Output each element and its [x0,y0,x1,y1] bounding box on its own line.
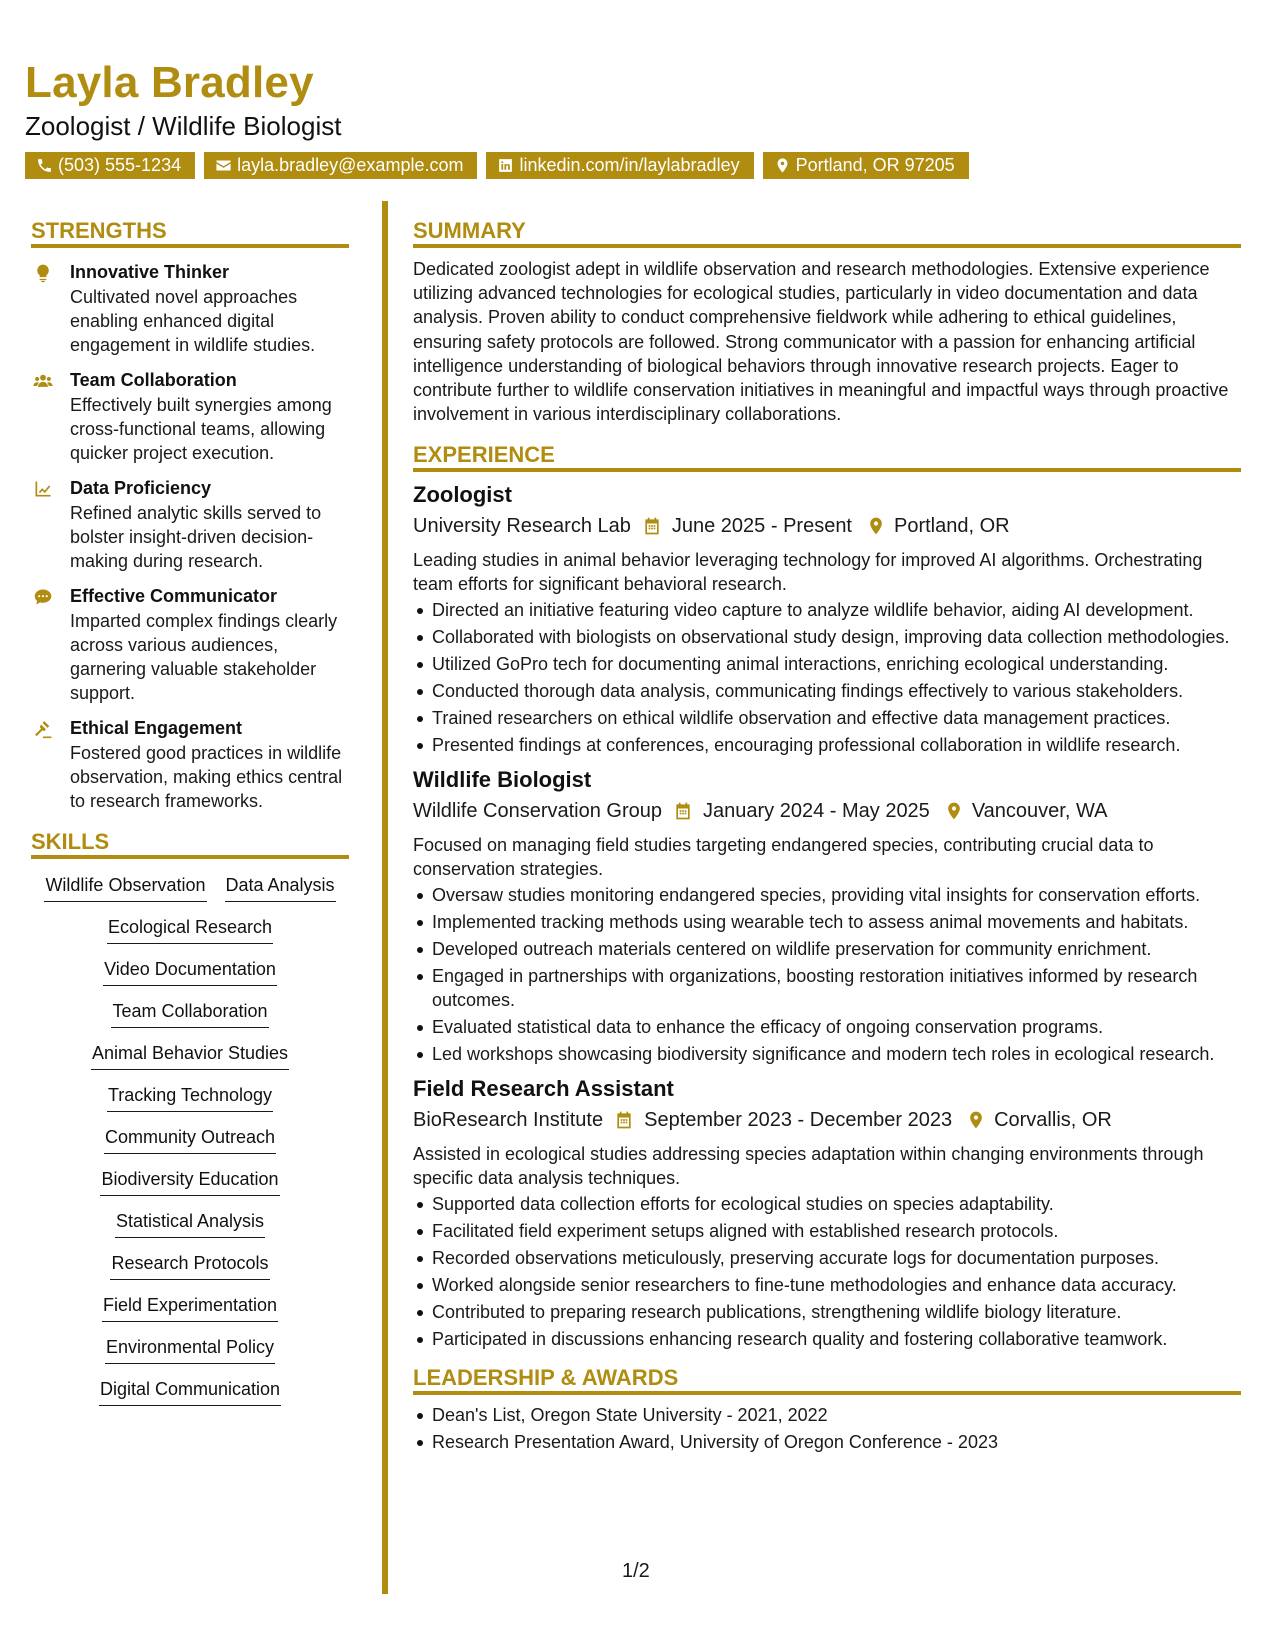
strength-item [31,368,349,465]
skill-tag: Field Experimentation [102,1293,278,1322]
job-description: Leading studies in animal behavior leveraging technology for improved AI algorithms. Orchestrating team efforts for significant behavioral research. [413,550,1203,595]
bullet-item: Implemented tracking methods using wearable tech to assess animal movements and habitats. [413,910,1241,934]
contact-phone[interactable] [25,152,195,179]
users-icon [33,371,53,391]
skill-tag: Tracking Technology [107,1083,273,1112]
skill-tag: Data Analysis [225,873,336,902]
contact-linkedin[interactable] [486,152,753,179]
job-bullets [413,883,1241,1066]
job-location: Portland, OR [894,515,1010,538]
left-column [31,216,349,1406]
job-company: University Research Lab [413,515,631,538]
job-location: Corvallis, OR [994,1109,1112,1132]
strength-desc: Imparted complex findings clearly across various audiences, garnering valuable stakeholder support. [70,611,338,703]
gavel-icon [33,719,53,739]
strengths-heading: STRENGTHS [31,216,349,248]
contact-email[interactable] [204,152,477,179]
skills-section [31,827,349,1406]
linkedin-icon [497,157,514,174]
strength-item [31,584,349,705]
job-bullets [413,598,1241,757]
job-meta [413,511,1241,541]
strength-desc: Refined analytic skills served to bolster insight-driven decision-making during research. [70,503,322,571]
bullet-item: Worked alongside senior researchers to fine-tune methodologies and enhance data accuracy. [413,1273,1241,1297]
envelope-icon [215,157,232,174]
job-title: Field Research Assistant [413,1076,674,1102]
skill-tag: Environmental Policy [105,1335,275,1364]
strength-desc: Cultivated novel approaches enabling enhanced digital engagement in wildlife studies. [70,287,316,355]
bullet-item: Directed an initiative featuring video capture to analyze wildlife behavior, aiding AI development. [413,598,1241,622]
experience-heading: EXPERIENCE [413,440,1241,472]
strength-desc: Effectively built synergies among cross-functional teams, allowing quicker project execution. [70,395,332,463]
calendar-icon [673,801,693,821]
awards-list [413,1403,1241,1454]
awards-heading: LEADERSHIP & AWARDS [413,1363,1241,1395]
skill-tag: Video Documentation [103,957,277,986]
skill-tag: Animal Behavior Studies [91,1041,289,1070]
job-bullets [413,1192,1241,1351]
job-dates: January 2024 - May 2025 [703,800,930,823]
skill-tag: Biodiversity Education [100,1167,279,1196]
strength-name: Team Collaboration [70,370,237,390]
phone-icon [36,157,53,174]
strength-name: Effective Communicator [70,586,278,606]
strength-name: Ethical Engagement [70,718,243,738]
calendar-icon [642,516,662,536]
linkedin-text: linkedin.com/in/laylabradley [519,155,740,175]
bullet-item: Facilitated field experiment setups aligned with established research protocols. [413,1219,1241,1243]
skill-tag: Community Outreach [104,1125,276,1154]
job-description: Assisted in ecological studies addressing species adaptation within changing environments through specific data analysis techniques. [413,1144,1204,1189]
skill-tag: Team Collaboration [111,999,268,1028]
job-title: Zoologist [413,482,512,508]
skill-tag: Wildlife Observation [44,873,206,902]
summary-heading: SUMMARY [413,216,1241,248]
award-item: Research Presentation Award, University of Oregon Conference - 2023 [413,1430,1241,1454]
job-company: Wildlife Conservation Group [413,800,662,823]
job-company: BioResearch Institute [413,1109,604,1132]
map-pin-icon [866,516,886,536]
strength-item [31,476,349,573]
summary-text: Dedicated zoologist adept in wildlife observation and research methodologies. Extensive experience utilizing advanced technologies for ecological studies, particularly in video documentation and data analysis. Proven ability to conduct comprehensive fieldwork while adhering to ethical guidelines, ensuring safety protocols are followed. Strong communicator with a passion for enhancing artificial intelligence understanding of biological behaviors through innovative research projects. Eager to contribute further to wildlife conservation initiatives in meaningful and impactful ways through proactive involvement in various interdisciplinary collaborations. [413,259,1229,425]
bullet-item: Contributed to preparing research publications, strengthening wildlife biology literature. [413,1300,1241,1324]
skill-tag: Statistical Analysis [115,1209,265,1238]
right-column [413,216,1241,1457]
bullet-item: Conducted thorough data analysis, communicating findings effectively to various stakeholders. [413,679,1241,703]
candidate-name: Layla Bradley [25,58,314,107]
skills-heading: SKILLS [31,827,349,859]
bullet-item: Developed outreach materials centered on wildlife preservation for community enrichment. [413,937,1241,961]
location-text: Portland, OR 97205 [795,155,955,175]
bullet-item: Evaluated statistical data to enhance the efficacy of ongoing conservation programs. [413,1015,1241,1039]
skill-tag: Research Protocols [110,1251,269,1280]
bullet-item: Oversaw studies monitoring endangered species, providing vital insights for conservation efforts. [413,883,1241,907]
email-text: layla.bradley@example.com [237,155,464,175]
bullet-item: Engaged in partnerships with organizations, boosting restoration initiatives informed by research outcomes. [413,964,1241,1012]
map-pin-icon [966,1110,986,1130]
strength-item [31,260,349,357]
page-number: 1/2 [622,1560,650,1582]
candidate-title: Zoologist / Wildlife Biologist [25,111,342,141]
job-entry [413,1074,1241,1351]
contact-location [763,152,969,179]
line-chart-icon [33,479,53,499]
awards-section [413,1363,1241,1454]
calendar-icon [614,1110,634,1130]
strength-item [31,716,349,813]
job-meta [413,796,1241,826]
bullet-item: Recorded observations meticulously, preserving accurate logs for documentation purposes. [413,1246,1241,1270]
map-pin-icon [944,801,964,821]
strengths-list [31,260,349,813]
bullet-item: Supported data collection efforts for ecological studies on species adaptability. [413,1192,1241,1216]
lightbulb-icon [33,263,53,283]
column-divider [382,201,388,1594]
award-item: Dean's List, Oregon State University - 2021, 2022 [413,1403,1241,1427]
strength-desc: Fostered good practices in wildlife observation, making ethics central to research frameworks. [70,743,343,811]
skills-list [31,873,349,1406]
job-dates: September 2023 - December 2023 [644,1109,953,1132]
contact-bar [25,152,969,179]
job-location: Vancouver, WA [971,800,1108,823]
skill-tag: Ecological Research [107,915,273,944]
bullet-item: Presented findings at conferences, encouraging professional collaboration in wildlife research. [413,733,1241,757]
bullet-item: Led workshops showcasing biodiversity significance and modern tech roles in ecological research. [413,1042,1241,1066]
experience-section [413,440,1241,1351]
phone-text: (503) 555-1234 [58,155,182,175]
bullet-item: Collaborated with biologists on observational study design, improving data collection methodologies. [413,625,1241,649]
strength-name: Innovative Thinker [70,262,230,282]
map-pin-icon [774,157,791,174]
job-meta [413,1105,1241,1135]
job-dates: June 2025 - Present [671,515,852,538]
job-entry [413,480,1241,757]
job-title: Wildlife Biologist [413,767,592,793]
bullet-item: Utilized GoPro tech for documenting animal interactions, enriching ecological understanding. [413,652,1241,676]
bullet-item: Trained researchers on ethical wildlife observation and effective data management practices. [413,706,1241,730]
strength-name: Data Proficiency [70,478,212,498]
speech-bubble-icon [33,587,53,607]
job-description: Focused on managing field studies targeting endangered species, contributing crucial data to conservation strategies. [413,835,1154,880]
job-entry [413,765,1241,1066]
skill-tag: Digital Communication [99,1377,281,1406]
bullet-item: Participated in discussions enhancing research quality and fostering collaborative teamwork. [413,1327,1241,1351]
